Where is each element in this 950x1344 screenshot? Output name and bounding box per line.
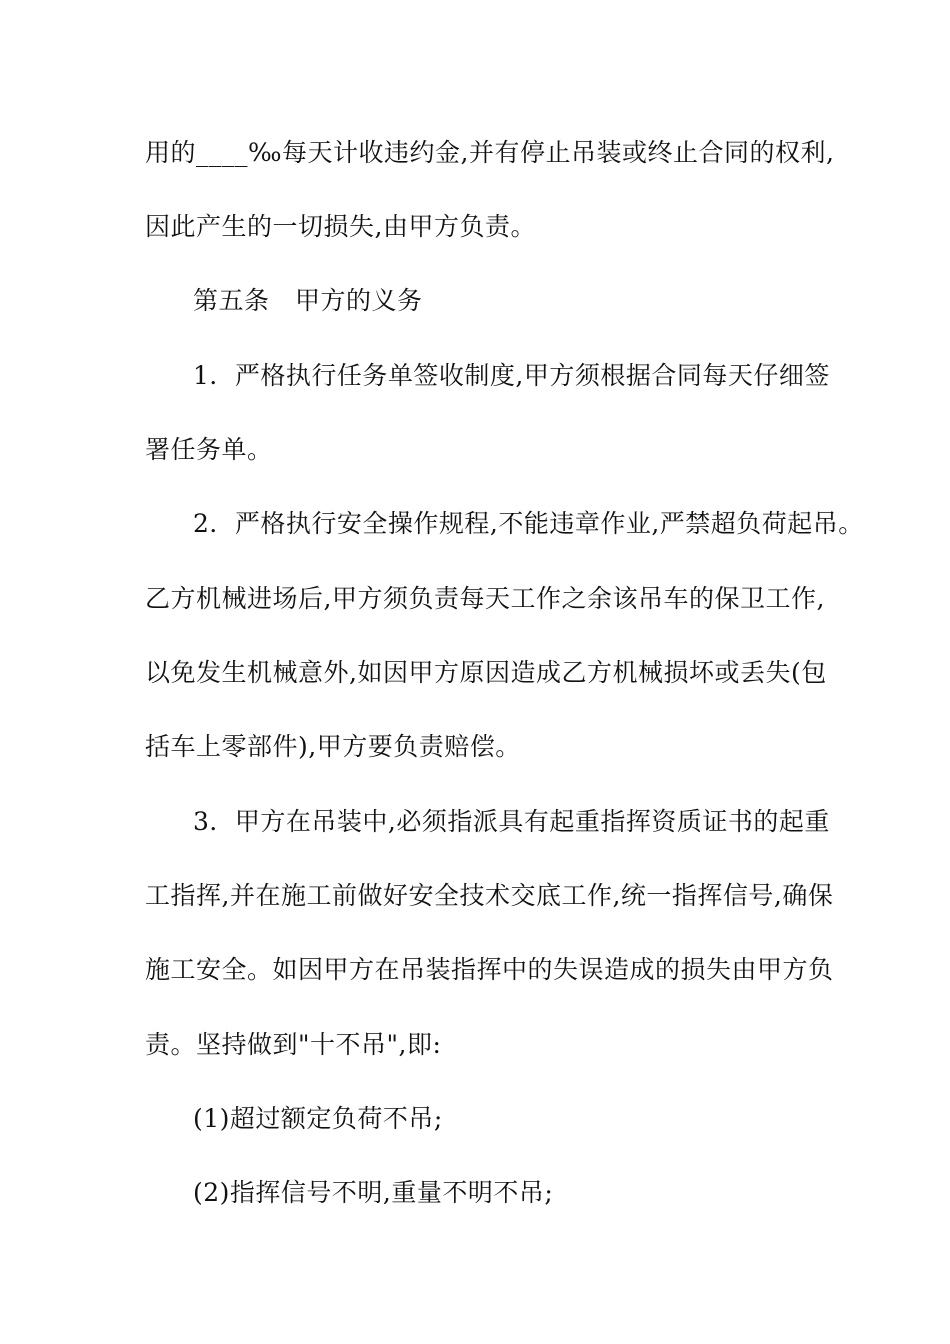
section-heading: 第五条 甲方的义务 <box>193 286 423 315</box>
paragraph-line: 因此产生的一切损失,由甲方负责。 <box>145 212 536 241</box>
paragraph-line: 施工安全。如因甲方在吊装指挥中的失误造成的损失由甲方负 <box>145 955 834 984</box>
list-item: (2)指挥信号不明,重量不明不吊; <box>193 1178 554 1207</box>
paragraph-line: 用的____‰每天计收违约金,并有停止吊装或终止合同的权利, <box>145 138 835 167</box>
list-item: (1)超过额定负荷不吊; <box>193 1104 443 1133</box>
paragraph-line: 3．甲方在吊装中,必须指派具有起重指挥资质证书的起重 <box>193 807 830 836</box>
paragraph-line: 1．严格执行任务单签收制度,甲方须根据合同每天仔细签 <box>193 361 830 390</box>
paragraph-line: 工指挥,并在施工前做好安全技术交底工作,统一指挥信号,确保 <box>145 881 834 910</box>
paragraph-line: 乙方机械进场后,甲方须负责每天工作之余该吊车的保卫工作, <box>145 584 825 613</box>
paragraph-line: 2．严格执行安全操作规程,不能违章作业,严禁超负荷起吊。 <box>193 509 864 538</box>
paragraph-line: 括车上零部件),甲方要负责赔偿。 <box>145 732 521 761</box>
paragraph-line: 署任务单。 <box>145 435 273 464</box>
paragraph-line: 以免发生机械意外,如因甲方原因造成乙方机械损坏或丢失(包 <box>145 658 827 687</box>
paragraph-line: 责。坚持做到"十不吊",即: <box>145 1030 442 1059</box>
